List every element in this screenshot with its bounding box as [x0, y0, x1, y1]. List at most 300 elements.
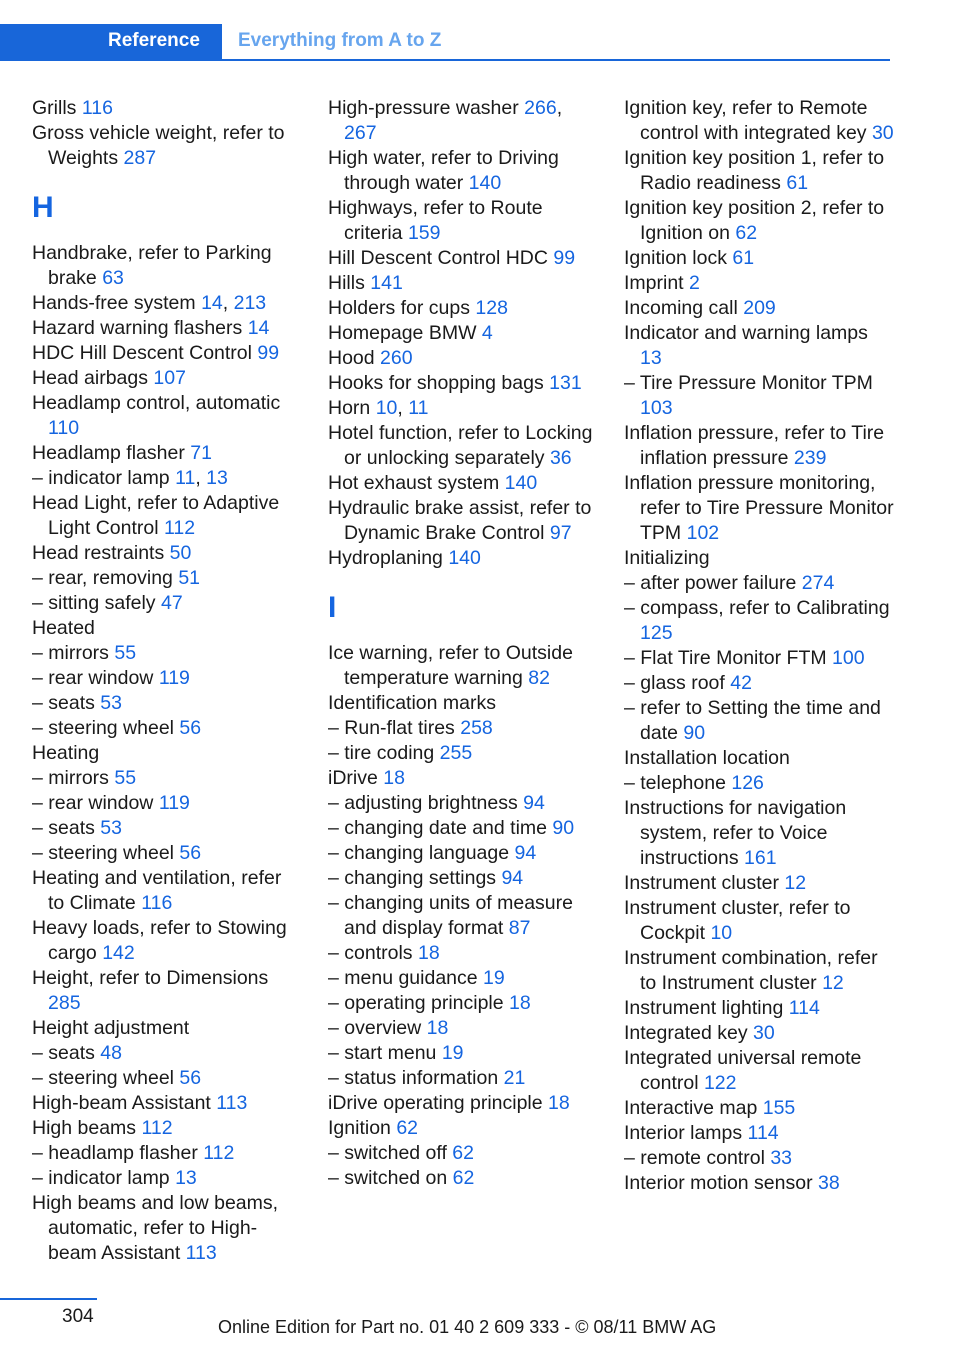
- index-entry: [328, 966, 598, 991]
- index-entry: [32, 916, 302, 966]
- index-entry: [32, 841, 302, 866]
- page-link[interactable]: 140: [448, 547, 481, 569]
- index-term: – indicator lamp: [32, 467, 176, 489]
- header-tab-reference[interactable]: Reference: [108, 30, 200, 51]
- index-entry: [328, 1116, 598, 1141]
- index-entry: [32, 491, 302, 541]
- index-term: Installation location: [624, 747, 790, 769]
- page-number: 304: [62, 1306, 94, 1327]
- index-entry: [32, 441, 302, 466]
- page-link[interactable]: 213: [233, 292, 267, 314]
- index-term: – switched off: [328, 1142, 453, 1164]
- index-entry: [32, 816, 302, 841]
- page-link[interactable]: 18: [417, 942, 440, 964]
- index-entry: [624, 571, 894, 596]
- page-link[interactable]: 56: [179, 1067, 202, 1089]
- index-entry: [32, 1166, 302, 1191]
- index-entry: [624, 671, 894, 696]
- index-term: – telephone: [624, 772, 732, 794]
- index-entry: [328, 866, 598, 891]
- index-entry: [328, 1016, 598, 1041]
- index-term: – changing settings: [328, 867, 502, 889]
- index-entry: [32, 1091, 302, 1116]
- page-link[interactable]: 114: [747, 1122, 779, 1144]
- page-link[interactable]: 141: [370, 272, 403, 294]
- index-entry: [624, 421, 894, 471]
- index-term: Instructions for navigation system, refer to Voice instructions: [624, 797, 847, 869]
- footer-rule: [0, 1298, 97, 1300]
- page-link[interactable]: 131: [549, 372, 582, 394]
- index-entry: [32, 241, 302, 291]
- index-entry: [32, 691, 302, 716]
- index-term: – steering wheel: [32, 1067, 180, 1089]
- index-term: Holders for cups: [328, 297, 476, 319]
- index-entry: [624, 246, 894, 271]
- index-column-2: [328, 96, 598, 1191]
- index-entry: [328, 471, 598, 496]
- index-entry: [32, 366, 302, 391]
- index-term: – steering wheel: [32, 842, 180, 864]
- index-term: Interior lamps: [624, 1122, 748, 1144]
- index-term: High water, refer to Driving through water: [328, 147, 559, 194]
- index-entry: [624, 96, 894, 146]
- index-term: Identification marks: [328, 692, 496, 714]
- index-term: Headlamp control, automatic: [32, 392, 281, 414]
- index-term: – changing date and time: [328, 817, 553, 839]
- page-link[interactable]: 113: [216, 1092, 248, 1114]
- index-entry: [328, 816, 598, 841]
- index-term: Inflation pressure, refer to Tire inflation pressure: [624, 422, 885, 469]
- index-term: Initializing: [624, 547, 710, 569]
- index-entry: [624, 1096, 894, 1121]
- index-entry: [32, 716, 302, 741]
- page-link[interactable]: 99: [257, 342, 280, 364]
- index-term: Horn: [328, 397, 376, 419]
- index-entry: [328, 1166, 598, 1191]
- index-entry: [328, 1041, 598, 1066]
- index-term: Inflation pressure monitoring, refer to Tire Pressure Monitor TPM: [624, 472, 894, 544]
- index-term: – overview: [328, 1017, 427, 1039]
- index-term: – Run-flat tires: [328, 717, 461, 739]
- page-link[interactable]: 122: [703, 1072, 737, 1094]
- index-term: Heating and ventilation, refer to Climate: [32, 867, 282, 914]
- index-term: – steering wheel: [32, 717, 180, 739]
- page-link[interactable]: 10: [710, 922, 733, 944]
- index-entry: [328, 791, 598, 816]
- page-link[interactable]: 113: [185, 1242, 217, 1264]
- index-term: – indicator lamp: [32, 1167, 176, 1189]
- page-link[interactable]: 94: [523, 792, 545, 814]
- page-link[interactable]: 87: [508, 917, 531, 939]
- page-link[interactable]: 19: [483, 967, 505, 989]
- index-term: Hotel function, refer to Locking or unlocking separately: [328, 422, 593, 469]
- page-link[interactable]: 19: [441, 1042, 464, 1064]
- index-term: – mirrors: [32, 767, 115, 789]
- header-rule: [222, 59, 890, 61]
- index-term: – remote control: [624, 1147, 771, 1169]
- index-term: Hood: [328, 347, 381, 369]
- page-link[interactable]: 61: [732, 247, 755, 269]
- page-link[interactable]: 71: [190, 442, 212, 464]
- page-link[interactable]: 285: [48, 992, 81, 1014]
- index-entry: [32, 316, 302, 341]
- page-link[interactable]: 56: [179, 842, 202, 864]
- page-link[interactable]: 4: [481, 322, 493, 344]
- page-link[interactable]: 13: [640, 347, 662, 369]
- index-term: – refer to Setting the time and date: [624, 697, 881, 744]
- index-term: Instrument cluster: [624, 872, 785, 894]
- page-link[interactable]: 90: [683, 722, 706, 744]
- header-section-title[interactable]: Everything from A to Z: [238, 30, 442, 51]
- index-entry: [328, 371, 598, 396]
- index-entry: [624, 196, 894, 246]
- index-term: Instrument combination, refer to Instrument cluster: [624, 947, 878, 994]
- page-link[interactable]: 112: [203, 1142, 235, 1164]
- index-term: Height, refer to Dimensions: [32, 967, 269, 989]
- index-term: Interactive map: [624, 1097, 763, 1119]
- index-term: – sitting safely: [32, 592, 161, 614]
- page-link[interactable]: 50: [169, 542, 192, 564]
- page-link[interactable]: 94: [501, 867, 524, 889]
- page-link[interactable]: 11: [408, 397, 429, 419]
- page-link[interactable]: 56: [179, 717, 202, 739]
- page-link[interactable]: 14: [201, 292, 223, 314]
- index-term: Ice warning, refer to Outside temperature warning: [328, 642, 573, 689]
- index-entry: [624, 321, 894, 371]
- page-link[interactable]: 18: [426, 1017, 449, 1039]
- index-term: – glass roof: [624, 672, 731, 694]
- page-link[interactable]: 13: [175, 1167, 197, 1189]
- page-link[interactable]: 128: [475, 297, 508, 319]
- index-entry: [624, 946, 894, 996]
- index-entry: [328, 841, 598, 866]
- index-term: Hot exhaust system: [328, 472, 505, 494]
- index-entry: [624, 771, 894, 796]
- index-term: – status information: [328, 1067, 504, 1089]
- index-entry: [328, 246, 598, 271]
- page-link[interactable]: 119: [158, 792, 190, 814]
- page-link[interactable]: 260: [380, 347, 413, 369]
- index-term: iDrive operating principle: [328, 1092, 549, 1114]
- index-term: – switched on: [328, 1167, 453, 1189]
- index-entry: [32, 1141, 302, 1166]
- page-separator: ,: [195, 467, 207, 489]
- index-term: Heated: [32, 617, 95, 639]
- page-separator: ,: [222, 292, 234, 314]
- page-link[interactable]: 103: [640, 397, 673, 419]
- page-link[interactable]: 14: [247, 317, 270, 339]
- index-term: Integrated universal remote control: [624, 1047, 862, 1094]
- index-entry: [328, 941, 598, 966]
- page-link[interactable]: 62: [735, 222, 758, 244]
- index-entry: [32, 766, 302, 791]
- index-entry: [624, 896, 894, 946]
- index-entry: [32, 666, 302, 691]
- index-term: – rear, removing: [32, 567, 179, 589]
- index-entry: [624, 371, 894, 421]
- index-column-1: [32, 96, 302, 1266]
- page-link[interactable]: 126: [731, 772, 764, 794]
- page-link[interactable]: 125: [640, 622, 673, 644]
- index-term: Hands-free system: [32, 292, 202, 314]
- index-term: High beams and low beams, automatic, refer to High-beam Assistant: [32, 1192, 279, 1264]
- index-term: HDC Hill Descent Control: [32, 342, 258, 364]
- page-link[interactable]: 287: [123, 147, 157, 169]
- index-entry: [328, 991, 598, 1016]
- index-term: – operating principle: [328, 992, 510, 1014]
- page-link[interactable]: 267: [344, 122, 377, 144]
- index-term: Hydraulic brake assist, refer to Dynamic Brake Control: [328, 497, 592, 544]
- page-link[interactable]: 209: [743, 297, 776, 319]
- page-link[interactable]: 30: [753, 1022, 775, 1044]
- index-entry: [32, 391, 302, 441]
- index-term: Handbrake, refer to Parking brake: [32, 242, 272, 289]
- index-entry: [624, 471, 894, 546]
- page-link[interactable]: 62: [396, 1117, 419, 1139]
- index-term: Head airbags: [32, 367, 154, 389]
- index-term: – seats: [32, 817, 101, 839]
- index-term: Heavy loads, refer to Stowing cargo: [32, 917, 287, 964]
- page-link[interactable]: 33: [770, 1147, 793, 1169]
- index-entry: [328, 691, 598, 716]
- index-term: – Tire Pressure Monitor TPM: [624, 372, 873, 394]
- index-term: – adjusting brightness: [328, 792, 524, 814]
- page-link[interactable]: 51: [178, 567, 201, 589]
- page-link[interactable]: 82: [528, 667, 550, 689]
- page-link[interactable]: 11: [175, 467, 196, 489]
- index-term: Hydroplaning: [328, 547, 449, 569]
- page-link[interactable]: 140: [504, 472, 538, 494]
- index-term: – changing language: [328, 842, 515, 864]
- index-entry: [32, 566, 302, 591]
- page-link[interactable]: 255: [439, 742, 473, 764]
- page-link[interactable]: 2: [689, 272, 700, 294]
- page-link[interactable]: 239: [793, 447, 827, 469]
- index-term: – seats: [32, 692, 101, 714]
- page-link[interactable]: 18: [548, 1092, 570, 1114]
- page-separator: ,: [397, 397, 409, 419]
- page-link[interactable]: 38: [818, 1172, 840, 1194]
- index-entry: [32, 121, 302, 171]
- index-entry: [32, 966, 302, 1016]
- index-term: Interior motion sensor: [624, 1172, 819, 1194]
- page-link[interactable]: 63: [102, 267, 124, 289]
- index-entry: [32, 291, 302, 316]
- index-entry: [32, 541, 302, 566]
- page-link[interactable]: 53: [100, 817, 122, 839]
- index-entry: [32, 1191, 302, 1266]
- index-term: Homepage BMW: [328, 322, 482, 344]
- index-entry: [328, 496, 598, 546]
- index-term: Hill Descent Control HDC: [328, 247, 554, 269]
- page-link[interactable]: 119: [158, 667, 190, 689]
- page-link[interactable]: 107: [153, 367, 186, 389]
- index-entry: [624, 696, 894, 746]
- index-term: Instrument cluster, refer to Cockpit: [624, 897, 851, 944]
- index-entry: [624, 746, 894, 771]
- index-letter-heading: H: [32, 191, 54, 224]
- page-link[interactable]: 47: [160, 592, 183, 614]
- index-term: iDrive: [328, 767, 384, 789]
- index-term: – headlamp flasher: [32, 1142, 204, 1164]
- page-link[interactable]: 18: [383, 767, 405, 789]
- page-link[interactable]: 48: [100, 1042, 122, 1064]
- index-entry: [624, 796, 894, 871]
- index-entry: [32, 1116, 302, 1141]
- page-link[interactable]: 110: [48, 417, 80, 439]
- page-link[interactable]: 114: [788, 997, 820, 1019]
- index-entry: [328, 321, 598, 346]
- index-term: Highways, refer to Route criteria: [328, 197, 543, 244]
- index-term: – controls: [328, 942, 418, 964]
- page-link[interactable]: 62: [452, 1167, 475, 1189]
- index-term: Height adjustment: [32, 1017, 190, 1039]
- page-separator: ,: [556, 97, 563, 119]
- index-entry: [624, 596, 894, 646]
- index-term: Incoming call: [624, 297, 744, 319]
- page-link[interactable]: 258: [460, 717, 493, 739]
- page-link[interactable]: 266: [524, 97, 557, 119]
- index-entry: [328, 1091, 598, 1116]
- index-term: Ignition key position 1, refer to Radio readiness: [624, 147, 885, 194]
- index-entry: [328, 271, 598, 296]
- index-entry: [624, 296, 894, 321]
- index-entry: [32, 866, 302, 916]
- index-entry: [32, 741, 302, 766]
- page-link[interactable]: 55: [114, 767, 137, 789]
- index-term: High beams: [32, 1117, 142, 1139]
- index-entry: [328, 146, 598, 196]
- index-entry: [328, 741, 598, 766]
- index-entry: [328, 296, 598, 321]
- page-link[interactable]: 274: [801, 572, 835, 594]
- page-link[interactable]: 42: [730, 672, 752, 694]
- index-entry: [32, 1066, 302, 1091]
- index-term: Hills: [328, 272, 371, 294]
- index-entry: [624, 871, 894, 896]
- index-entry: [328, 546, 598, 571]
- page-link[interactable]: 112: [163, 517, 196, 539]
- index-entry: [32, 466, 302, 491]
- page-link[interactable]: 100: [832, 647, 865, 669]
- page-link[interactable]: 21: [503, 1067, 526, 1089]
- index-term: Ignition key, refer to Remote control with integrated key: [624, 97, 872, 144]
- index-entry: [624, 646, 894, 671]
- index-term: – start menu: [328, 1042, 442, 1064]
- index-entry: [624, 1146, 894, 1171]
- index-term: – tire coding: [328, 742, 440, 764]
- page-link[interactable]: 159: [407, 222, 441, 244]
- index-entry: [624, 1046, 894, 1096]
- index-term: Grills: [32, 97, 82, 119]
- page-link[interactable]: 116: [141, 892, 173, 914]
- page-link[interactable]: 18: [509, 992, 531, 1014]
- index-entry: [328, 1066, 598, 1091]
- index-entry: [328, 421, 598, 471]
- index-term: Ignition lock: [624, 247, 733, 269]
- index-term: – seats: [32, 1042, 101, 1064]
- index-entry: [32, 791, 302, 816]
- index-term: High-pressure washer: [328, 97, 525, 119]
- index-entry: [328, 96, 598, 146]
- page-link[interactable]: 99: [553, 247, 576, 269]
- page-link[interactable]: 161: [744, 847, 777, 869]
- index-term: Integrated key: [624, 1022, 753, 1044]
- index-entry: [328, 891, 598, 941]
- index-entry: [328, 196, 598, 246]
- page-link[interactable]: 142: [102, 942, 135, 964]
- page-link[interactable]: 12: [822, 972, 844, 994]
- index-entry: [328, 396, 598, 421]
- page-link[interactable]: 55: [114, 642, 137, 664]
- index-entry: [32, 641, 302, 666]
- page-link[interactable]: 94: [514, 842, 537, 864]
- index-term: Imprint: [624, 272, 690, 294]
- index-entry: [624, 1121, 894, 1146]
- index-entry: [32, 96, 302, 121]
- page-link[interactable]: 102: [686, 522, 720, 544]
- index-entry: [328, 766, 598, 791]
- index-term: – mirrors: [32, 642, 115, 664]
- page-link[interactable]: 61: [786, 172, 809, 194]
- index-term: – rear window: [32, 792, 159, 814]
- index-term: – rear window: [32, 667, 159, 689]
- index-entry: [328, 716, 598, 741]
- index-term: Headlamp flasher: [32, 442, 191, 464]
- page-link[interactable]: 12: [784, 872, 807, 894]
- index-term: Hazard warning flashers: [32, 317, 248, 339]
- index-entry: [32, 591, 302, 616]
- index-entry: [624, 1171, 894, 1196]
- page-link[interactable]: 140: [468, 172, 502, 194]
- page-link[interactable]: 10: [375, 397, 398, 419]
- page-link[interactable]: 30: [871, 122, 894, 144]
- page-link[interactable]: 53: [100, 692, 122, 714]
- index-term: – changing units of measure and display format: [328, 892, 573, 939]
- index-term: – compass, refer to Calibrating: [624, 597, 890, 619]
- index-term: Head restraints: [32, 542, 170, 564]
- index-term: Heating: [32, 742, 100, 764]
- index-entry: [624, 996, 894, 1021]
- index-entry: [328, 1141, 598, 1166]
- index-entry: [32, 1016, 302, 1041]
- index-entry: [328, 641, 598, 691]
- page-link[interactable]: 116: [81, 97, 113, 119]
- index-term: Indicator and warning lamps: [624, 322, 868, 344]
- index-entry: [32, 1041, 302, 1066]
- page-link[interactable]: 97: [549, 522, 572, 544]
- index-entry: [32, 616, 302, 641]
- index-term: Instrument lighting: [624, 997, 789, 1019]
- index-letter-heading: I: [328, 591, 337, 624]
- index-term: Ignition: [328, 1117, 397, 1139]
- index-term: Head Light, refer to Adaptive Light Control: [32, 492, 280, 539]
- page-link[interactable]: 155: [762, 1097, 796, 1119]
- index-term: Gross vehicle weight, refer to Weights: [32, 122, 285, 169]
- page-link[interactable]: 90: [552, 817, 575, 839]
- page-link[interactable]: 62: [452, 1142, 474, 1164]
- index-entry: [624, 271, 894, 296]
- footer-edition: Online Edition for Part no. 01 40 2 609 333 - © 08/11 BMW AG: [218, 1317, 717, 1337]
- page-link[interactable]: 36: [549, 447, 572, 469]
- page-link[interactable]: 13: [206, 467, 228, 489]
- index-term: Ignition key position 2, refer to Ignition on: [624, 197, 885, 244]
- index-entry: [624, 546, 894, 571]
- index-entry: [624, 1021, 894, 1046]
- page-link[interactable]: 112: [141, 1117, 173, 1139]
- index-term: – Flat Tire Monitor FTM: [624, 647, 833, 669]
- index-entry: [32, 341, 302, 366]
